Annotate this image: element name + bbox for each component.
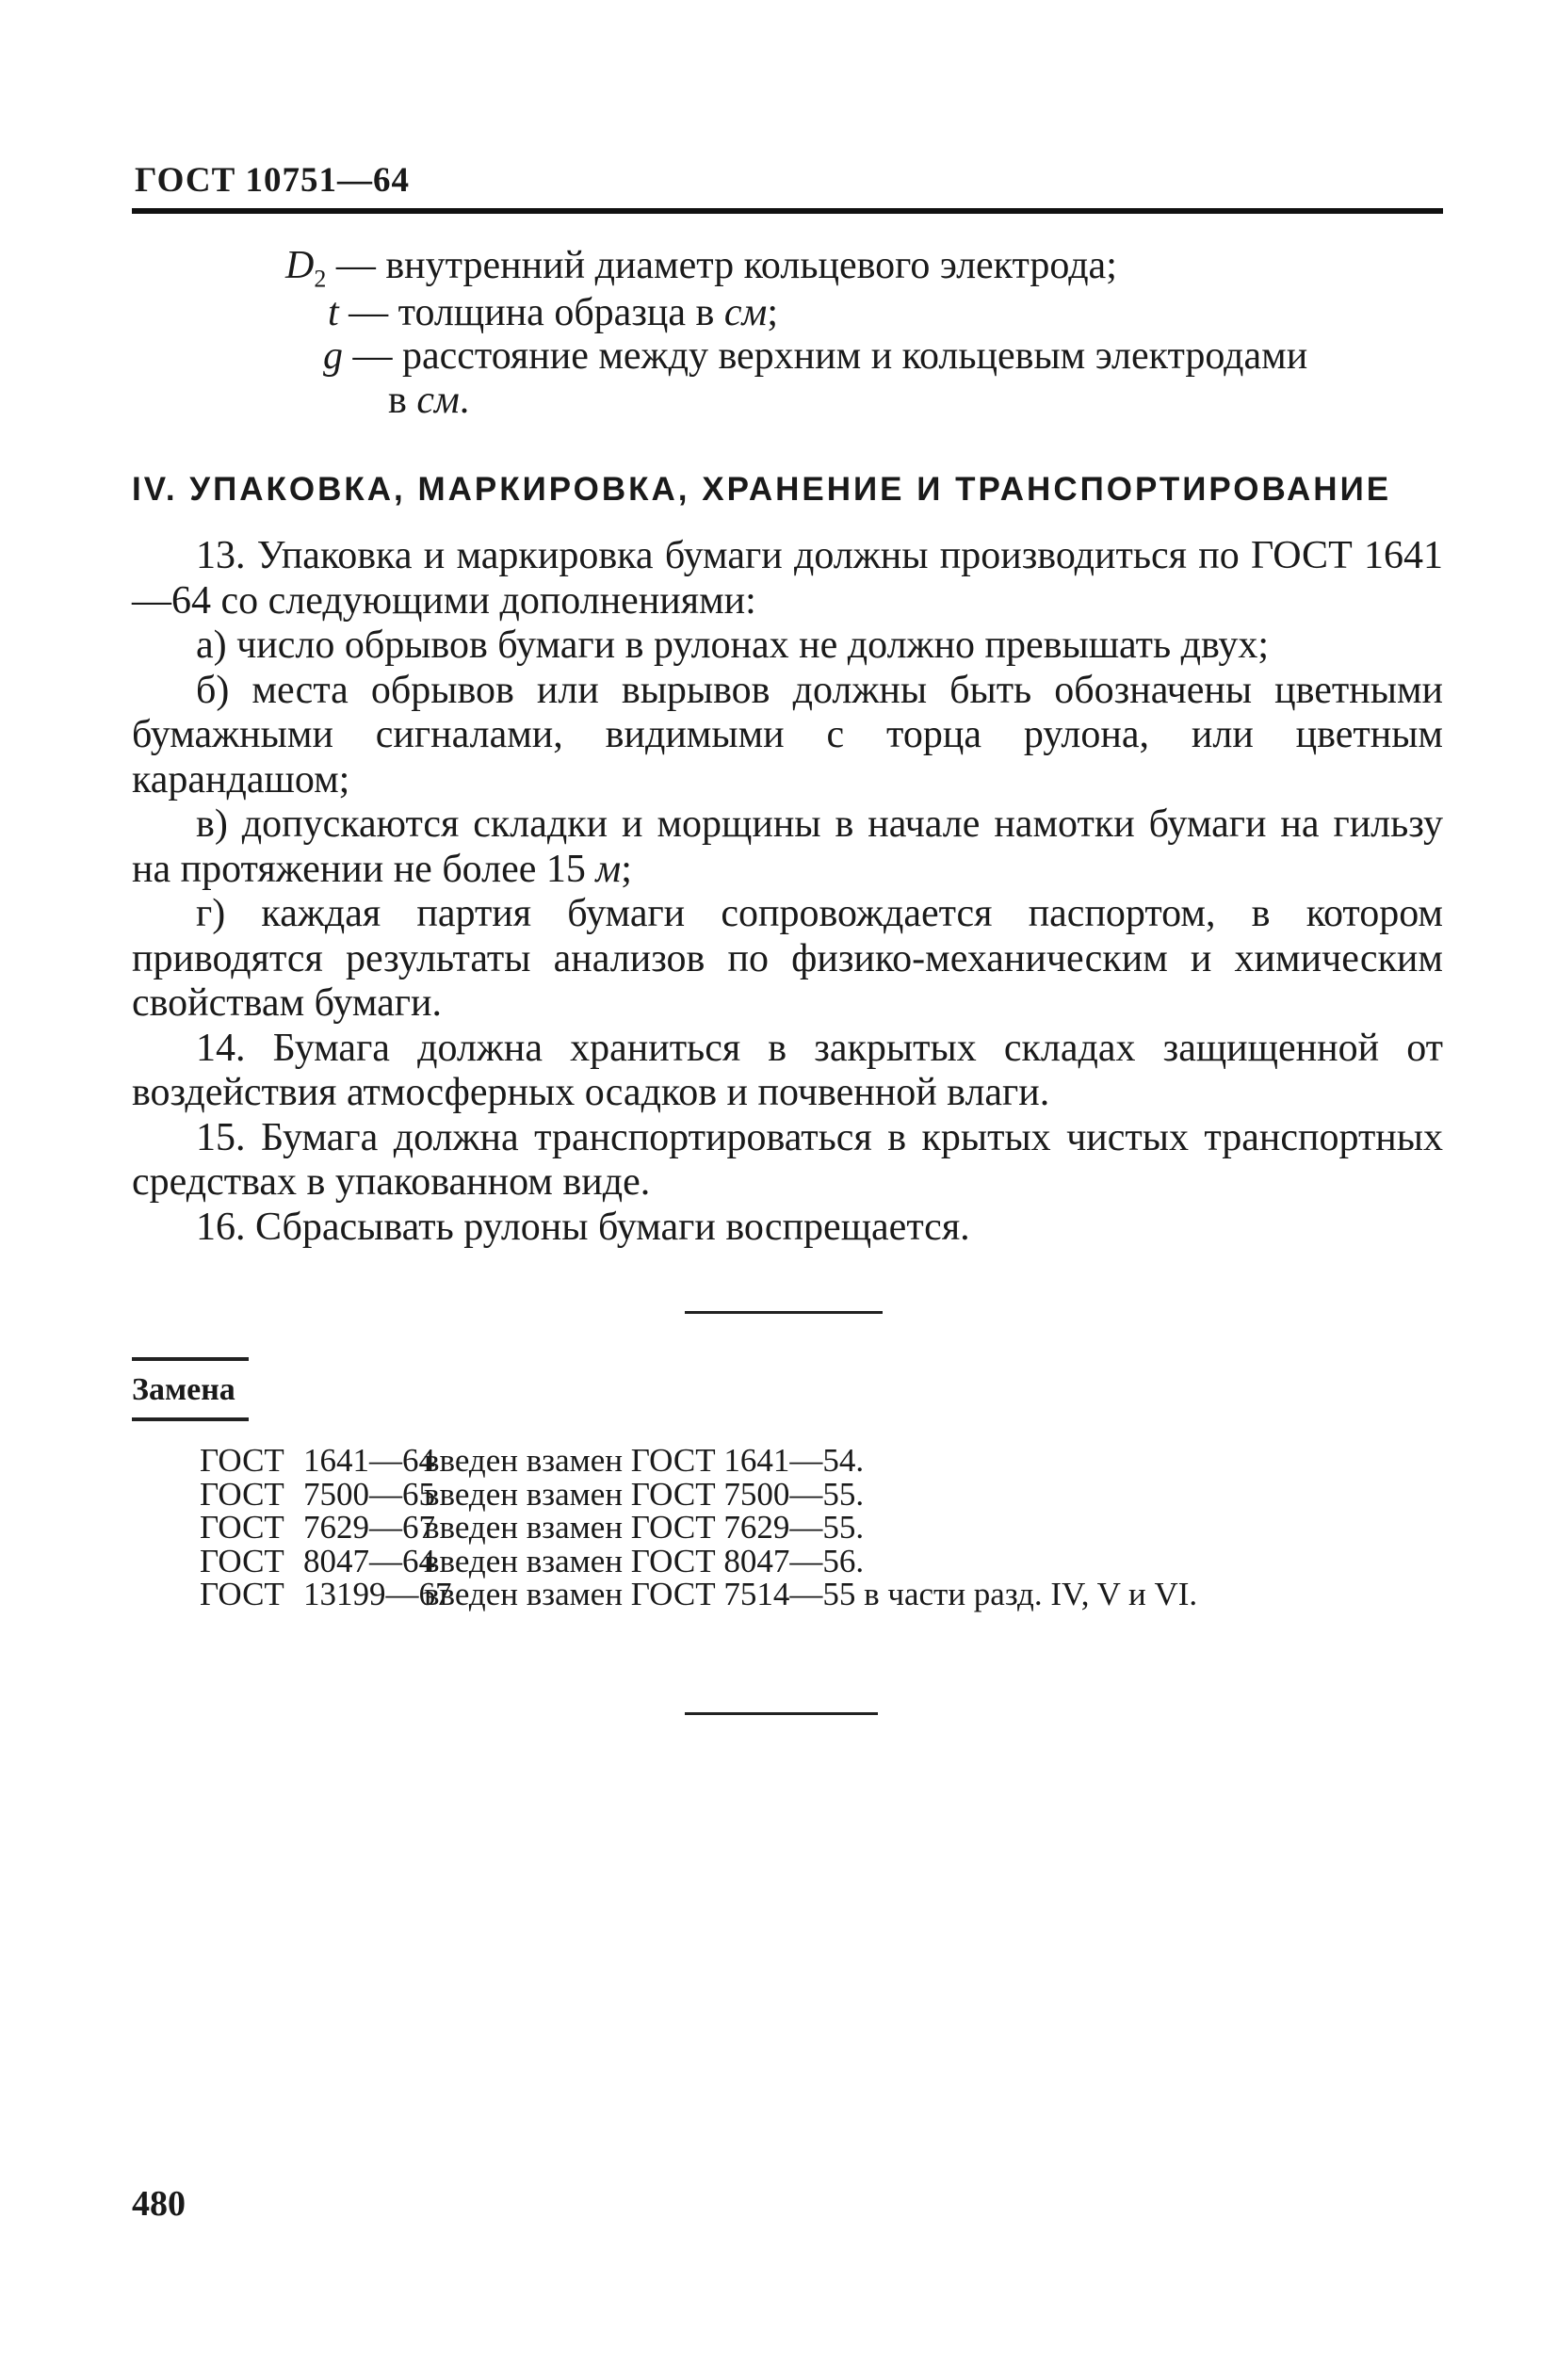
replacement-number: 1641—64: [303, 1442, 435, 1479]
definition-g: [323, 332, 1307, 380]
definition-unit: см: [723, 291, 768, 334]
document-header: ГОСТ 10751—64: [135, 161, 410, 200]
replacement-row: [200, 1511, 1197, 1545]
paragraph-text: в) допускаются складки и морщины в начале намотки бумаги на гильзу на протяжении не более 15: [132, 802, 1443, 891]
paragraph-unit: м: [595, 847, 622, 891]
definition-unit: см: [416, 379, 460, 422]
replacement-number: 7629—67: [303, 1509, 435, 1546]
replacement-row: [200, 1542, 1197, 1579]
replacement-list: [200, 1444, 1197, 1611]
replacement-number: 7500—65: [303, 1475, 435, 1513]
definition-tail: ;: [767, 291, 778, 334]
page-number: 480: [132, 2184, 186, 2224]
definition-symbol: t: [328, 291, 339, 334]
definition-text: — внутренний диаметр кольцевого электрода;: [326, 244, 1117, 287]
replacement-row: [200, 1444, 1197, 1478]
definition-subscript: 2: [314, 265, 327, 293]
replacement-gost: ГОСТ: [200, 1475, 284, 1513]
replacement-text: введен взамен ГОСТ 8047—56.: [424, 1542, 865, 1579]
replacement-text: введен взамен ГОСТ 7500—55.: [424, 1475, 865, 1513]
definition-g-continuation: [388, 377, 469, 424]
replacement-row: [200, 1578, 1197, 1611]
replacement-gost: ГОСТ: [200, 1542, 284, 1579]
end-divider: [685, 1712, 878, 1715]
paragraph-15: 15. Бумага должна транспортироваться в крытых чистых транспортных средствах в упакованном виде.: [132, 1115, 1443, 1204]
paragraph-13g: г) каждая партия бумаги сопровождается паспортом, в котором приводятся результаты анализов по физико-механическим и химическим свойствам бумаги.: [132, 892, 1443, 1025]
replacement-gost: ГОСТ: [200, 1576, 284, 1612]
paragraph-13a: а) число обрывов бумаги в рулонах не должно превышать двух;: [196, 623, 1270, 667]
replacement-gost: ГОСТ: [200, 1442, 284, 1479]
replacement-text: введен взамен ГОСТ 7629—55.: [424, 1509, 865, 1546]
replacement-title: Замена: [132, 1372, 235, 1407]
paragraph-14: 14. Бумага должна храниться в закрытых складах защищенной от воздействия атмосферных осадков и почвенной влаги.: [132, 1026, 1443, 1114]
replacement-rule-top: [132, 1357, 249, 1361]
definition-text: — расстояние между верхним и кольцевым электродами: [343, 334, 1308, 378]
replacement-text: введен взамен ГОСТ 7514—55 в части разд. IV, V и VI.: [424, 1576, 1198, 1612]
definition-tail: .: [459, 379, 470, 422]
paragraph-16: 16. Сбрасывать рулоны бумаги воспрещается.: [196, 1205, 970, 1249]
replacement-number: 8047—64: [303, 1542, 435, 1579]
definition-symbol: g: [323, 334, 343, 378]
header-rule: [132, 208, 1443, 214]
replacement-gost: ГОСТ: [200, 1509, 284, 1546]
section-body: [132, 534, 1443, 1250]
section-divider: [685, 1311, 883, 1314]
definition-text: — толщина образца в: [338, 291, 724, 334]
replacement-row: [200, 1475, 1197, 1513]
definition-text: в: [388, 379, 417, 422]
definition-t: [328, 289, 778, 336]
paragraph-tail: ;: [621, 847, 632, 891]
definition-symbol: D: [285, 244, 315, 287]
replacement-rule-bottom: [132, 1417, 249, 1421]
section-heading: IV. УПАКОВКА, МАРКИРОВКА, ХРАНЕНИЕ И ТРАНСПОРТИРОВАНИЕ: [132, 471, 1392, 508]
paragraph-13b: б) места обрывов или вырывов должны быть обозначены цветными бумажными сигналами, видимыми с торца рулона, или цветным карандашом;: [132, 668, 1443, 801]
replacement-number: 13199—67: [303, 1576, 452, 1612]
paragraph-13: 13. Упаковка и маркировка бумаги должны производиться по ГОСТ 1641—64 со следующими дополнениями:: [132, 534, 1443, 623]
replacement-text: введен взамен ГОСТ 1641—54.: [424, 1442, 865, 1479]
paragraph-13v: [132, 802, 1443, 892]
